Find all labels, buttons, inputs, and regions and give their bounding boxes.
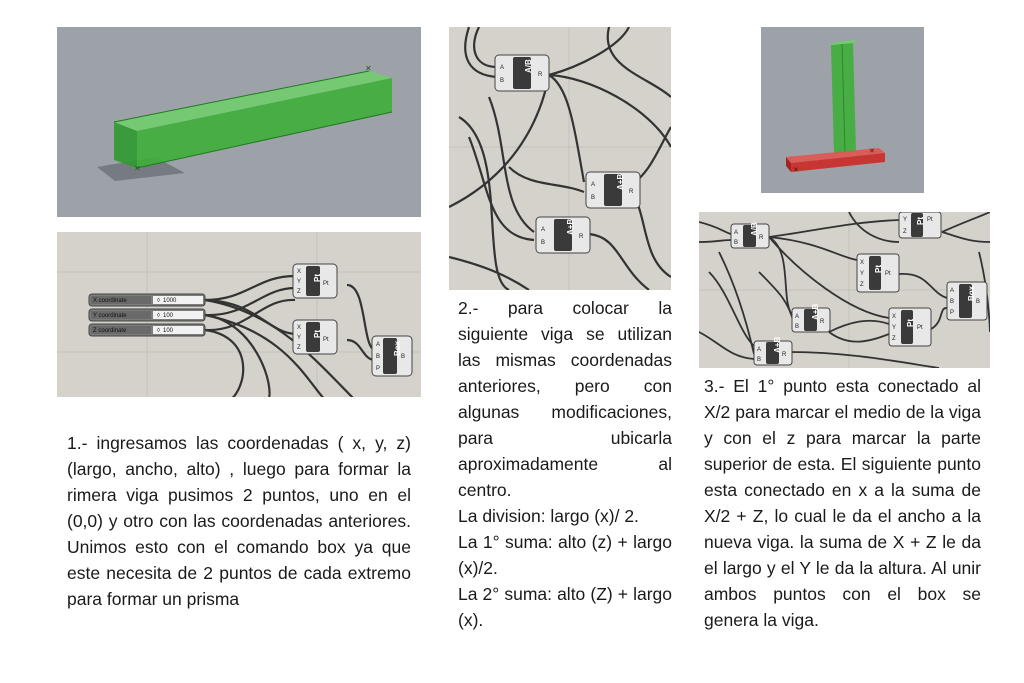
box-input-p: P: [376, 366, 381, 372]
point-2-input-y: Y: [297, 335, 302, 341]
point-2-output: Pt: [323, 337, 329, 343]
division-2-output: R: [538, 72, 543, 78]
svg-text:✕: ✕: [365, 64, 372, 73]
svg-text:✕: ✕: [869, 148, 875, 155]
division-3-output: R: [759, 235, 764, 241]
point-3b-input-z: Z: [860, 282, 864, 288]
svg-text:✕: ✕: [793, 167, 799, 174]
box-input-a: A: [376, 342, 381, 348]
point-3a-input-y: Y: [903, 217, 908, 223]
addition-2a-input-b: B: [591, 195, 596, 201]
description-3-text: 3.- El 1° punto esta conectado al X/2 para marcar el medio de la viga y con el z para marcar la parte superior de esta. El siguiente punto esta conectado en x a la suma de X/2 + Z, lo cual le da el ancho a la nueva viga. la suma de X + Z le da el largo y el Y le da la altura. Al unir ambos puntos con el box se genera la viga.: [704, 376, 981, 630]
point-3c-input-y: Y: [892, 325, 897, 331]
box-output: B: [401, 354, 406, 360]
division-component-3[interactable]: [731, 222, 769, 248]
slider-x-label: X coordinate: [93, 298, 127, 304]
svg-text:◊: ◊: [157, 313, 160, 319]
viewport-t-beams: [761, 27, 924, 193]
point-component-1[interactable]: [293, 264, 337, 298]
point-3c-output: Pt: [917, 325, 923, 331]
description-1: [67, 430, 411, 612]
svg-text:✕: ✕: [134, 164, 141, 173]
point-component-3a[interactable]: [899, 212, 941, 238]
box-input-b: B: [376, 354, 381, 360]
grasshopper-definition-2: [449, 27, 671, 290]
green-beam-render: [57, 27, 421, 217]
addition-2a-output: R: [629, 189, 634, 195]
point-component-3b[interactable]: [857, 254, 899, 292]
addition-3b-title: A+B: [773, 336, 782, 353]
addition-2b-input-a: A: [541, 227, 546, 233]
addition-2a-title: A+B: [616, 173, 625, 190]
point-3c-input-z: Z: [892, 336, 896, 342]
point-3a-output: Pt: [927, 217, 933, 223]
description-1-text: 1.- ingresamos las coordenadas ( x, y, z) (largo, ancho, alto) , luego para formar la rimera viga pusimos 2 puntos, uno en el (0,0) y otro con las coordenadas anteriores. Unimos esto con el comando box ya que este necesita de 2 puntos de cada extremo para formar un prisma: [67, 433, 411, 609]
box-3-input-b: B: [950, 299, 955, 305]
point-3b-output: Pt: [885, 271, 891, 277]
point-2-title: Pt: [313, 330, 322, 338]
slider-y[interactable]: [89, 309, 205, 321]
addition-3a-output: R: [820, 319, 825, 325]
description-2-intro: 2.- para colocar la siguiente viga se utilizan las mismas coordenadas anteriores, pero con algunas modificaciones, para ubicarla aproximadamente al centro.: [458, 298, 672, 500]
grasshopper-definition-1: [57, 232, 421, 397]
slider-x-value: 1000: [163, 298, 177, 304]
point-1-input-y: Y: [297, 279, 302, 285]
point-3a-input-z: Z: [903, 229, 907, 235]
box-component[interactable]: [372, 336, 412, 376]
description-2-sum1: La 1° suma: alto (z) + largo (x)/2.: [458, 532, 672, 578]
point-1-output: Pt: [323, 281, 329, 287]
addition-3b-input-b: B: [757, 357, 762, 363]
addition-3a-title: A+B: [811, 303, 820, 320]
point-2-input-z: Z: [297, 345, 301, 351]
addition-component-2b[interactable]: [536, 217, 590, 253]
box-title: Box: [393, 340, 402, 356]
slider-y-label: Y coordinate: [93, 313, 127, 319]
box-component-3[interactable]: [947, 282, 987, 320]
addition-component-3a[interactable]: [792, 304, 830, 332]
point-3c-input-x: X: [892, 314, 897, 320]
point-3b-title: Pt: [874, 265, 883, 273]
slider-y-value: 100: [163, 313, 174, 319]
slider-x[interactable]: [89, 294, 205, 306]
addition-2a-input-a: A: [591, 182, 596, 188]
point-3c-title: Pt: [906, 319, 915, 327]
point-3b-input-y: Y: [860, 271, 865, 277]
addition-3b-input-a: A: [757, 347, 762, 353]
svg-text:◊: ◊: [157, 298, 160, 304]
slider-z[interactable]: [89, 324, 205, 336]
box-3-input-a: A: [950, 288, 955, 294]
division-3-input-a: A: [734, 230, 739, 236]
node-graph-3: [699, 212, 990, 368]
division-2-input-b: B: [500, 78, 505, 84]
point-3b-input-x: X: [860, 260, 865, 266]
point-1-input-x: X: [297, 269, 302, 275]
addition-2b-output: R: [579, 234, 584, 240]
slider-z-value: 100: [163, 328, 174, 334]
addition-component-2a[interactable]: [586, 172, 640, 208]
svg-text:◊: ◊: [157, 328, 160, 334]
division-component-2[interactable]: [495, 55, 549, 91]
point-1-input-z: Z: [297, 289, 301, 295]
addition-2b-input-b: B: [541, 240, 546, 246]
description-2-division: La division: largo (x)/ 2.: [458, 506, 639, 526]
point-2-input-x: X: [297, 325, 302, 331]
grasshopper-definition-3: [699, 212, 990, 368]
division-3-title: A/B: [750, 222, 759, 236]
description-2-sum2: La 2° suma: alto (Z) + largo (x).: [458, 584, 672, 630]
node-graph-1: [57, 232, 421, 397]
point-component-3c[interactable]: [889, 308, 931, 346]
addition-component-3b[interactable]: [754, 337, 792, 365]
slider-z-label: Z coordinate: [93, 328, 127, 334]
box-3-title: Box: [967, 285, 976, 301]
division-2-input-a: A: [500, 65, 505, 71]
point-3a-title: Pt: [916, 217, 925, 225]
addition-2b-title: A+B: [566, 218, 575, 235]
description-3: [704, 373, 981, 633]
addition-3a-input-a: A: [795, 314, 800, 320]
addition-3a-input-b: B: [795, 324, 800, 330]
description-2: [458, 295, 672, 633]
node-graph-2: [449, 27, 671, 290]
viewport-green-beam: [57, 27, 421, 217]
t-beams-render: [761, 27, 924, 193]
point-component-2[interactable]: [293, 320, 337, 354]
box-3-output: B: [976, 299, 981, 305]
point-1-title: Pt: [313, 274, 322, 282]
addition-3b-output: R: [782, 352, 787, 358]
division-3-input-b: B: [734, 240, 739, 246]
division-2-title: A/B: [524, 59, 533, 73]
box-3-input-p: P: [950, 310, 955, 316]
